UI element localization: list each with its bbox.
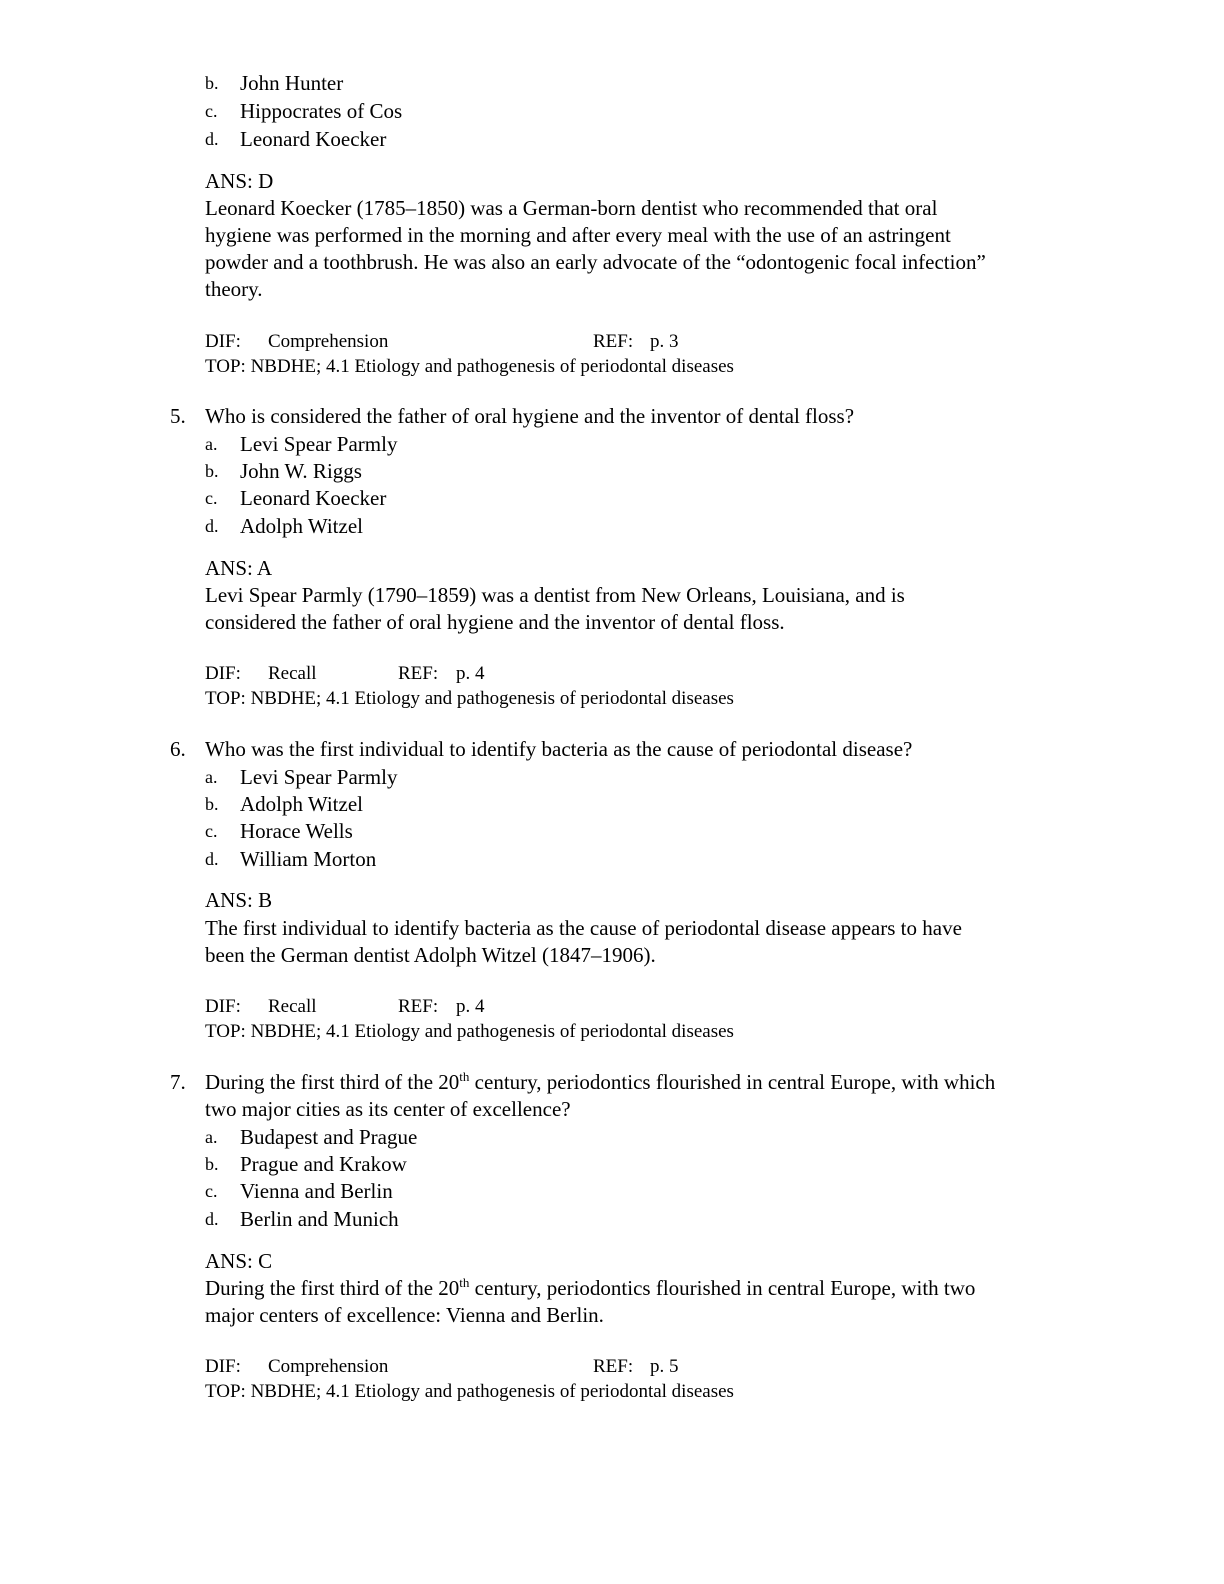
topic-line: TOP: NBDHE; 4.1 Etiology and pathogenesis of periodontal diseases	[205, 356, 734, 377]
choice-letter: a.	[205, 767, 218, 787]
choice-text: John Hunter	[240, 71, 344, 95]
difficulty-value: Recall	[268, 996, 317, 1017]
rationale-line: theory.	[205, 277, 263, 301]
difficulty-label: DIF:	[205, 331, 241, 352]
rationale-line: major centers of excellence: Vienna and Berlin.	[205, 1303, 604, 1327]
ordinal-superscript: th	[459, 1069, 470, 1084]
difficulty-value: Comprehension	[268, 331, 389, 352]
choice-letter: a.	[205, 434, 218, 454]
choice-letter: b.	[205, 461, 219, 481]
rationale-text-part: During the first third of the 20	[205, 1276, 460, 1300]
answer-key: ANS: C	[205, 1249, 273, 1273]
reference-value: p. 5	[650, 1356, 679, 1377]
choice-letter: d.	[205, 849, 219, 869]
answer-key: ANS: A	[205, 556, 273, 580]
question-number: 6.	[170, 737, 186, 761]
choice-text: Prague and Krakow	[240, 1152, 407, 1176]
topic-line: TOP: NBDHE; 4.1 Etiology and pathogenesis of periodontal diseases	[205, 688, 734, 709]
reference-value: p. 4	[456, 663, 485, 684]
ordinal-superscript: th	[459, 1275, 470, 1290]
choice-text: Budapest and Prague	[240, 1125, 418, 1149]
reference-label: REF:	[593, 331, 634, 352]
choice-letter: b.	[205, 73, 219, 93]
topic-line: TOP: NBDHE; 4.1 Etiology and pathogenesis of periodontal diseases	[205, 1021, 734, 1042]
difficulty-label: DIF:	[205, 663, 241, 684]
rationale-line: The first individual to identify bacteria as the cause of periodontal disease appears to have	[205, 916, 962, 940]
rationale-line: hygiene was performed in the morning and after every meal with the use of an astringent	[205, 223, 951, 247]
answer-key: ANS: D	[205, 169, 274, 193]
choice-letter: b.	[205, 794, 219, 814]
reference-label: REF:	[398, 996, 439, 1017]
question-text: Who was the first individual to identify bacteria as the cause of periodontal disease?	[205, 737, 913, 761]
choice-letter: c.	[205, 821, 218, 841]
choice-letter: c.	[205, 101, 218, 121]
reference-value: p. 3	[650, 331, 679, 352]
choice-text: John W. Riggs	[240, 459, 362, 483]
rationale-line: Leonard Koecker (1785–1850) was a German-born dentist who recommended that oral	[205, 196, 938, 220]
choice-letter: a.	[205, 1127, 218, 1147]
topic-line: TOP: NBDHE; 4.1 Etiology and pathogenesis of periodontal diseases	[205, 1381, 734, 1402]
question-text	[205, 1069, 995, 1096]
difficulty-value: Recall	[268, 663, 317, 684]
choice-text: Berlin and Munich	[240, 1207, 399, 1231]
rationale-line: considered the father of oral hygiene and the inventor of dental floss.	[205, 610, 785, 634]
difficulty-label: DIF:	[205, 1356, 241, 1377]
choice-letter: d.	[205, 1209, 219, 1229]
choice-letter: d.	[205, 516, 219, 536]
choice-text: Hippocrates of Cos	[240, 99, 403, 123]
question-number: 5.	[170, 404, 186, 428]
choice-letter: c.	[205, 1181, 218, 1201]
choice-text: Levi Spear Parmly	[240, 432, 398, 456]
choice-letter: d.	[205, 129, 219, 149]
question-text-part: During the first third of the 20	[205, 1070, 460, 1094]
choice-text: William Morton	[240, 847, 377, 871]
choice-letter: b.	[205, 1154, 219, 1174]
choice-text: Vienna and Berlin	[240, 1179, 393, 1203]
rationale-line: been the German dentist Adolph Witzel (1847–1906).	[205, 943, 656, 967]
rationale-text-part: century, periodontics flourished in central Europe, with two	[469, 1276, 976, 1300]
difficulty-label: DIF:	[205, 996, 241, 1017]
choice-letter: c.	[205, 488, 218, 508]
choice-text: Levi Spear Parmly	[240, 765, 398, 789]
choice-text: Adolph Witzel	[240, 514, 363, 538]
choice-text: Leonard Koecker	[240, 127, 387, 151]
difficulty-value: Comprehension	[268, 1356, 389, 1377]
choice-text: Leonard Koecker	[240, 486, 387, 510]
choice-text: Adolph Witzel	[240, 792, 363, 816]
question-number: 7.	[170, 1070, 186, 1094]
answer-key: ANS: B	[205, 888, 273, 912]
rationale-line: Levi Spear Parmly (1790–1859) was a dentist from New Orleans, Louisiana, and is	[205, 583, 905, 607]
rationale-line	[205, 1275, 975, 1302]
rationale-line: powder and a toothbrush. He was also an early advocate of the “odontogenic focal infection”	[205, 250, 986, 274]
reference-label: REF:	[593, 1356, 634, 1377]
choice-text: Horace Wells	[240, 819, 353, 843]
question-text: Who is considered the father of oral hygiene and the inventor of dental floss?	[205, 404, 855, 428]
reference-value: p. 4	[456, 996, 485, 1017]
question-text-line-2: two major cities as its center of excellence?	[205, 1097, 571, 1121]
question-text-part: century, periodontics flourished in central Europe, with which	[469, 1070, 996, 1094]
reference-label: REF:	[398, 663, 439, 684]
